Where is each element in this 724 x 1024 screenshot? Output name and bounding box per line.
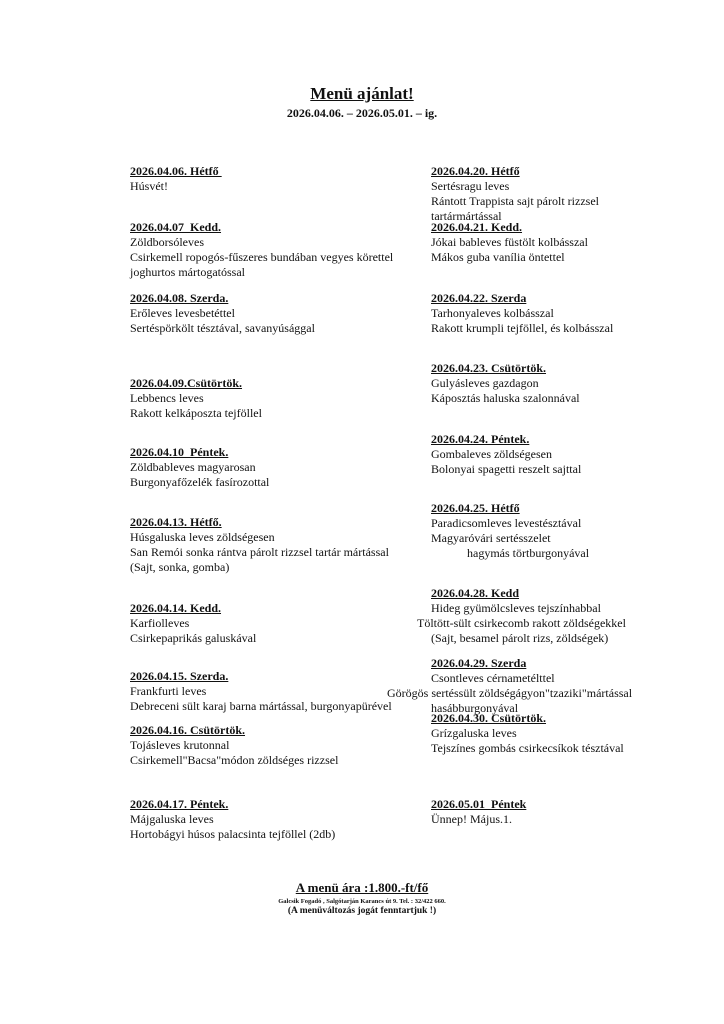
- day-heading: 2026.04.13. Hétfő.: [130, 515, 222, 529]
- dish-item: tartármártással: [431, 209, 502, 223]
- restaurant-address: Galcsik Fogadó , Salgótarján Karancs út 9. Tel. : 32/422 660.: [278, 898, 446, 905]
- page-title: Menü ajánlat!: [310, 84, 414, 103]
- dish-item: Töltött-sült csirkecomb rakott zöldségekkel: [417, 616, 626, 630]
- day-heading: 2026.04.17. Péntek.: [130, 797, 229, 811]
- dish-item: Húsgaluska leves zöldségesen: [130, 530, 275, 544]
- menu-day: [130, 291, 315, 336]
- dish-item: Debreceni sült karaj barna mártással, burgonyapürével: [130, 699, 392, 713]
- menu-day: [431, 432, 581, 477]
- dish-item: Csirkepaprikás galuskával: [130, 631, 257, 645]
- dish-item: Rántott Trappista sajt párolt rizzsel: [431, 194, 599, 208]
- menu-price: A menü ára :1.800.-ft/fő: [295, 880, 429, 895]
- day-heading: 2026.04.25. Hétfő: [431, 501, 520, 515]
- menu-day: [431, 711, 624, 756]
- dish-item: Zöldborsóleves: [130, 235, 204, 249]
- menu-day: [431, 291, 613, 336]
- dish-item: Burgonyafőzelék fasírozottal: [130, 475, 270, 489]
- dish-item: Tojásleves krutonnal: [130, 738, 230, 752]
- menu-day: [130, 164, 222, 194]
- dish-item: Mákos guba vanília öntettel: [431, 250, 565, 264]
- menu-day: [431, 501, 589, 561]
- menu-day: [431, 797, 526, 827]
- dish-item: Erőleves levesbetéttel: [130, 306, 235, 320]
- dish-item: Csontleves cérnametélttel: [431, 671, 555, 685]
- dish-item: Paradicsomleves levestésztával: [431, 516, 582, 530]
- menu-day: [417, 586, 626, 646]
- dish-item: Frankfurti leves: [130, 684, 207, 698]
- day-heading: 2026.04.06. Hétfő: [130, 164, 222, 178]
- day-heading: 2026.04.08. Szerda.: [130, 291, 229, 305]
- day-heading: 2026.04.24. Péntek.: [431, 432, 530, 446]
- dish-item: Gombaleves zöldségesen: [431, 447, 552, 461]
- dish-item: Tejszínes gombás csirkecsíkok tésztával: [431, 741, 624, 755]
- dish-item: Zöldbableves magyarosan: [130, 460, 256, 474]
- menu-day: [130, 220, 393, 280]
- dish-item: Májgaluska leves: [130, 812, 214, 826]
- dish-item: Gulyásleves gazdagon: [431, 376, 539, 390]
- dish-item: hasábburgonyával: [431, 701, 519, 715]
- day-heading: 2026.04.21. Kedd.: [431, 220, 523, 234]
- menu-day: [130, 376, 262, 421]
- day-heading: 2026.04.14. Kedd.: [130, 601, 222, 615]
- dish-item: Csirkemell"Bacsa"módon zöldséges rizzsel: [130, 753, 339, 767]
- menu-period: 2026.04.06. – 2026.05.01. – ig.: [286, 106, 438, 120]
- dish-item: joghurtos mártogatóssal: [130, 265, 245, 279]
- dish-item: Grízgaluska leves: [431, 726, 517, 740]
- day-heading: 2026.04.07 Kedd.: [130, 220, 222, 234]
- dish-item: Hideg gyümölcsleves tejszínhabbal: [431, 601, 601, 615]
- menu-day: [431, 220, 588, 265]
- menu-day: [130, 515, 389, 575]
- day-heading: 2026.04.16. Csütörtök.: [130, 723, 246, 737]
- dish-item: Rakott kelkáposzta tejföllel: [130, 406, 262, 420]
- dish-item: San Remói sonka rántva párolt rizzsel tartár mártással: [130, 545, 389, 559]
- menu-day: [130, 723, 338, 768]
- dish-item: hagymás törtburgonyával: [431, 546, 590, 560]
- day-heading: 2026.04.15. Szerda.: [130, 669, 229, 683]
- dish-item: Rakott krumpli tejföllel, és kolbásszal: [431, 321, 614, 335]
- dish-item: Káposztás haluska szalonnával: [431, 391, 580, 405]
- dish-item: (Sajt, sonka, gomba): [130, 560, 230, 574]
- day-heading: 2026.04.10 Péntek.: [130, 445, 229, 459]
- dish-item: Húsvét!: [130, 179, 168, 193]
- dish-item: Sertésragu leves: [431, 179, 510, 193]
- menu-day: [130, 601, 256, 646]
- dish-item: Sertéspörkölt tésztával, savanyúsággal: [130, 321, 315, 335]
- dish-item: Jókai bableves füstölt kolbásszal: [431, 235, 588, 249]
- day-heading: 2026.04.22. Szerda: [431, 291, 527, 305]
- dish-item: Magyaróvári sertésszelet: [431, 531, 551, 545]
- dish-item: Hortobágyi húsos palacsinta tejföllel (2db): [130, 827, 336, 841]
- menu-day: [130, 445, 269, 490]
- dish-item: Lebbencs leves: [130, 391, 204, 405]
- change-note: (A menüváltozás jogát fenntartjuk !): [287, 906, 437, 916]
- menu-day: [431, 361, 580, 406]
- menu-day: [130, 797, 335, 842]
- day-heading: 2026.04.29. Szerda: [431, 656, 527, 670]
- menu-day: [130, 669, 392, 714]
- dish-item: Csirkemell ropogós-fűszeres bundában vegyes körettel: [130, 250, 394, 264]
- dish-item: Tarhonyaleves kolbásszal: [431, 306, 554, 320]
- day-heading: 2026.05.01 Péntek: [431, 797, 527, 811]
- dish-item: Karfiolleves: [130, 616, 190, 630]
- dish-item: Ünnep! Május.1.: [431, 812, 512, 826]
- day-heading: 2026.04.20. Hétfő: [431, 164, 520, 178]
- dish-item: Bolonyai spagetti reszelt sajttal: [431, 462, 582, 476]
- day-heading: 2026.04.30. Csütörtök.: [431, 711, 547, 725]
- dish-item: Görögös sertéssült zöldségágyon"tzaziki"mártással: [387, 686, 633, 700]
- menu-day: [387, 656, 633, 716]
- dish-item: (Sajt, besamel párolt rizs, zöldségek): [431, 631, 609, 645]
- day-heading: 2026.04.23. Csütörtök.: [431, 361, 547, 375]
- menu-day: [431, 164, 599, 224]
- day-heading: 2026.04.28. Kedd: [431, 586, 520, 600]
- day-heading: 2026.04.09.Csütörtök.: [130, 376, 243, 390]
